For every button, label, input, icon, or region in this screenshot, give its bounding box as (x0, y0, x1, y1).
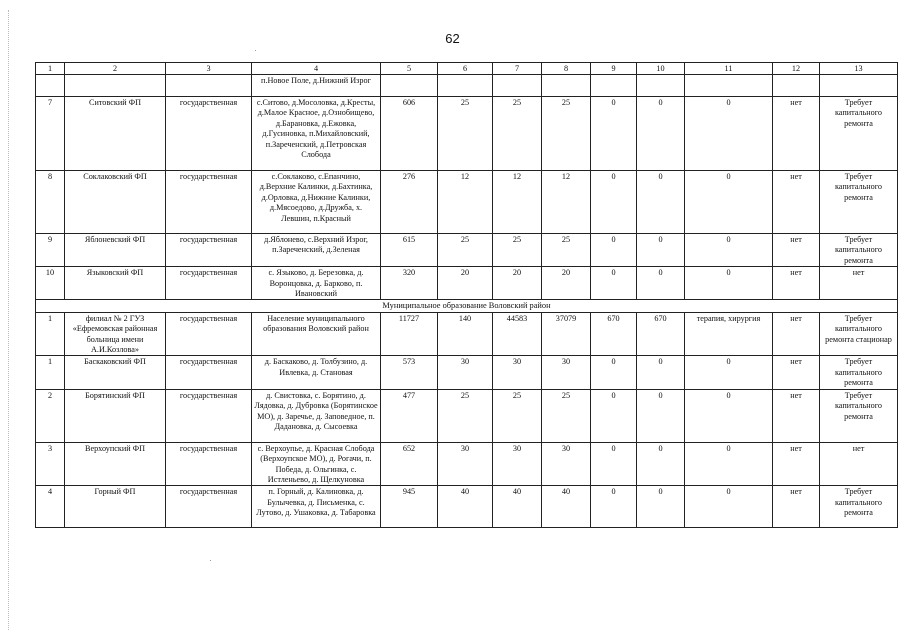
table-cell: 276 (381, 171, 438, 234)
table-cell: Требует капитального ремонта стационар (820, 312, 898, 356)
table-cell: д. Баскаково, д. Толбузино, д. Ивлевка, д. Становая (252, 356, 381, 389)
table-cell: п. Горный, д. Калиновка, д. Булычевка, д. Письменка, с. Лутово, д. Ушаковка, д. Табаровка (252, 486, 381, 528)
table-cell: 0 (591, 356, 637, 389)
page-number: 62 (445, 31, 460, 46)
column-header: 1 (36, 63, 65, 75)
table-cell: Требует капитального ремонта (820, 389, 898, 442)
table-cell: 0 (685, 267, 773, 300)
table-cell: Требует капитального ремонта (820, 97, 898, 171)
table-cell: 615 (381, 234, 438, 267)
table-cell: государственная (166, 442, 252, 486)
table-cell: Борятинский ФП (65, 389, 166, 442)
column-header: 13 (820, 63, 898, 75)
table-cell: Баскаковский ФП (65, 356, 166, 389)
header-row (36, 63, 898, 75)
table-cell: 25 (438, 97, 493, 171)
table-cell: 0 (685, 97, 773, 171)
table-cell: нет (773, 312, 820, 356)
table-cell: 0 (637, 267, 685, 300)
table-cell: 0 (637, 389, 685, 442)
table-cell: с. Верхоупье, д. Красная Слобода (Верхоупское МО), д. Рогачи, п. Победа, д. Ольгинка, с. Истленьево, д. Щелкуновка (252, 442, 381, 486)
table-cell: 0 (685, 442, 773, 486)
section-title: Муниципальное образование Воловский район (36, 300, 898, 312)
table-cell: 12 (493, 171, 542, 234)
table-cell: 4 (36, 486, 65, 528)
table-cell: 0 (591, 267, 637, 300)
column-header: 9 (591, 63, 637, 75)
table-row (36, 312, 898, 356)
table-cell: 12 (542, 171, 591, 234)
table-cell: государственная (166, 171, 252, 234)
table-cell: нет (773, 234, 820, 267)
table-cell: государственная (166, 486, 252, 528)
table-cell: 11727 (381, 312, 438, 356)
table-row (36, 486, 898, 528)
table-cell: 20 (438, 267, 493, 300)
table-cell: д.Яблонево, с.Верхний Изрог, п.Зареченский, д.Зеленая (252, 234, 381, 267)
table-cell: 0 (637, 356, 685, 389)
table-cell: 652 (381, 442, 438, 486)
table-cell (381, 75, 438, 97)
table-cell: государственная (166, 97, 252, 171)
table-cell: Требует капитального ремонта (820, 234, 898, 267)
table-cell (65, 75, 166, 97)
column-header: 10 (637, 63, 685, 75)
table-cell: нет (820, 442, 898, 486)
table-cell: 25 (438, 389, 493, 442)
table-cell (438, 75, 493, 97)
table-cell (685, 75, 773, 97)
table-cell: 0 (637, 97, 685, 171)
table-cell (166, 75, 252, 97)
table-cell: 25 (493, 234, 542, 267)
table-cell: государственная (166, 389, 252, 442)
table-cell: 10 (36, 267, 65, 300)
table-cell: 3 (36, 442, 65, 486)
table-cell: 573 (381, 356, 438, 389)
table-cell: 25 (438, 234, 493, 267)
table-cell: 0 (685, 171, 773, 234)
table-cell: нет (773, 486, 820, 528)
table-cell: 0 (637, 234, 685, 267)
table-cell: 40 (438, 486, 493, 528)
table-cell: 30 (438, 442, 493, 486)
table-cell: 320 (381, 267, 438, 300)
table-row (36, 75, 898, 97)
table-cell: 0 (591, 486, 637, 528)
table-row (36, 234, 898, 267)
table-cell: нет (773, 171, 820, 234)
table-cell: 0 (637, 171, 685, 234)
table-cell: нет (773, 389, 820, 442)
table-cell: нет (773, 356, 820, 389)
table-cell: 0 (591, 97, 637, 171)
table-cell: 670 (591, 312, 637, 356)
table-cell: Горный ФП (65, 486, 166, 528)
table-cell: 25 (542, 234, 591, 267)
column-header: 6 (438, 63, 493, 75)
column-header: 7 (493, 63, 542, 75)
table-cell: 7 (36, 97, 65, 171)
table-cell: 25 (493, 97, 542, 171)
scan-dot (210, 560, 211, 561)
table-cell: Языковский ФП (65, 267, 166, 300)
table-cell: 1 (36, 312, 65, 356)
table-cell: 9 (36, 234, 65, 267)
table-cell: 12 (438, 171, 493, 234)
table-cell: 0 (685, 389, 773, 442)
table-cell: Требует капитального ремонта (820, 171, 898, 234)
margin-dotted-line (8, 10, 9, 630)
table-cell: государственная (166, 267, 252, 300)
table-cell: 30 (542, 442, 591, 486)
table-cell: 0 (591, 389, 637, 442)
column-header: 3 (166, 63, 252, 75)
table-cell: нет (773, 267, 820, 300)
table-cell: 25 (493, 389, 542, 442)
table-cell (637, 75, 685, 97)
table-cell: государственная (166, 356, 252, 389)
table-cell: Население муниципального образования Воловский район (252, 312, 381, 356)
table-cell: 0 (685, 486, 773, 528)
table-cell: с.Соклаково, с.Епанчино, д.Верхние Калинки, д.Бахтинка, д.Орловка, д.Нижние Калинки, д.Мясоедово, д.Дружба, х. Левшин, п.Красный (252, 171, 381, 234)
table-cell: 1 (36, 356, 65, 389)
table-cell: филиал № 2 ГУЗ «Ефремовская районная больница имени А.И.Козлова» (65, 312, 166, 356)
column-header: 4 (252, 63, 381, 75)
column-header: 11 (685, 63, 773, 75)
table-row (36, 267, 898, 300)
table-cell: Верхоупский ФП (65, 442, 166, 486)
table-cell: 20 (542, 267, 591, 300)
table-cell: 2 (36, 389, 65, 442)
table-cell (542, 75, 591, 97)
table-cell: 477 (381, 389, 438, 442)
table-cell: 30 (493, 442, 542, 486)
table-cell: 606 (381, 97, 438, 171)
table-row (36, 442, 898, 486)
column-header: 12 (773, 63, 820, 75)
table-cell: нет (820, 267, 898, 300)
table-cell: с. Языково, д. Березовка, д. Воронцовка, д. Барково, п. Ивановский (252, 267, 381, 300)
table-cell: 8 (36, 171, 65, 234)
column-header: 8 (542, 63, 591, 75)
table-cell: п.Новое Поле, д.Нижний Изрог (252, 75, 381, 97)
table-cell: 30 (493, 356, 542, 389)
table-row (36, 171, 898, 234)
facilities-table (35, 62, 898, 528)
table-cell: 0 (685, 356, 773, 389)
table-cell: д. Свистовка, с. Борятино, д. Лядовка, д. Дубровка (Борятинское МО), д. Заречье, д. Заповедное, п. Дадановка, д. Сысоевка (252, 389, 381, 442)
table-cell: Ситовский ФП (65, 97, 166, 171)
table-cell: нет (773, 442, 820, 486)
table-cell (493, 75, 542, 97)
table-cell: Требует капитального ремонта (820, 356, 898, 389)
table-cell: с.Ситово, д.Мосоловка, д.Кресты, д.Малое Красное, д.Ознобищево, д.Барановка, д.Ежовка, д.Гусиновка, п.Михайловский, п.Зареченский, д.Петровская Слобода (252, 97, 381, 171)
table-cell: 40 (493, 486, 542, 528)
table-cell: государственная (166, 312, 252, 356)
table-cell: 30 (542, 356, 591, 389)
table-cell: 30 (438, 356, 493, 389)
table-cell: 0 (591, 234, 637, 267)
table-cell: 44583 (493, 312, 542, 356)
table-cell: 25 (542, 389, 591, 442)
table-cell: 0 (637, 486, 685, 528)
table-cell: нет (773, 97, 820, 171)
table-cell: 0 (591, 442, 637, 486)
table-cell: 25 (542, 97, 591, 171)
table-cell: Яблоневский ФП (65, 234, 166, 267)
table-cell: терапия, хирургия (685, 312, 773, 356)
table-row (36, 389, 898, 442)
table-cell (591, 75, 637, 97)
column-header: 2 (65, 63, 166, 75)
table-cell: 0 (637, 442, 685, 486)
table-cell: 40 (542, 486, 591, 528)
table-cell (36, 75, 65, 97)
table-cell: 670 (637, 312, 685, 356)
table-row (36, 97, 898, 171)
table-cell: Требует капитального ремонта (820, 486, 898, 528)
table-cell: Соклаковский ФП (65, 171, 166, 234)
table-cell: 37079 (542, 312, 591, 356)
table-cell: 0 (591, 171, 637, 234)
table-cell: 945 (381, 486, 438, 528)
table-cell: государственная (166, 234, 252, 267)
table-cell: 140 (438, 312, 493, 356)
scan-dot (255, 50, 256, 51)
table-cell: 0 (685, 234, 773, 267)
column-header: 5 (381, 63, 438, 75)
table-cell (820, 75, 898, 97)
table-cell: 20 (493, 267, 542, 300)
table-cell (773, 75, 820, 97)
table-row (36, 356, 898, 389)
section-row (36, 300, 898, 312)
